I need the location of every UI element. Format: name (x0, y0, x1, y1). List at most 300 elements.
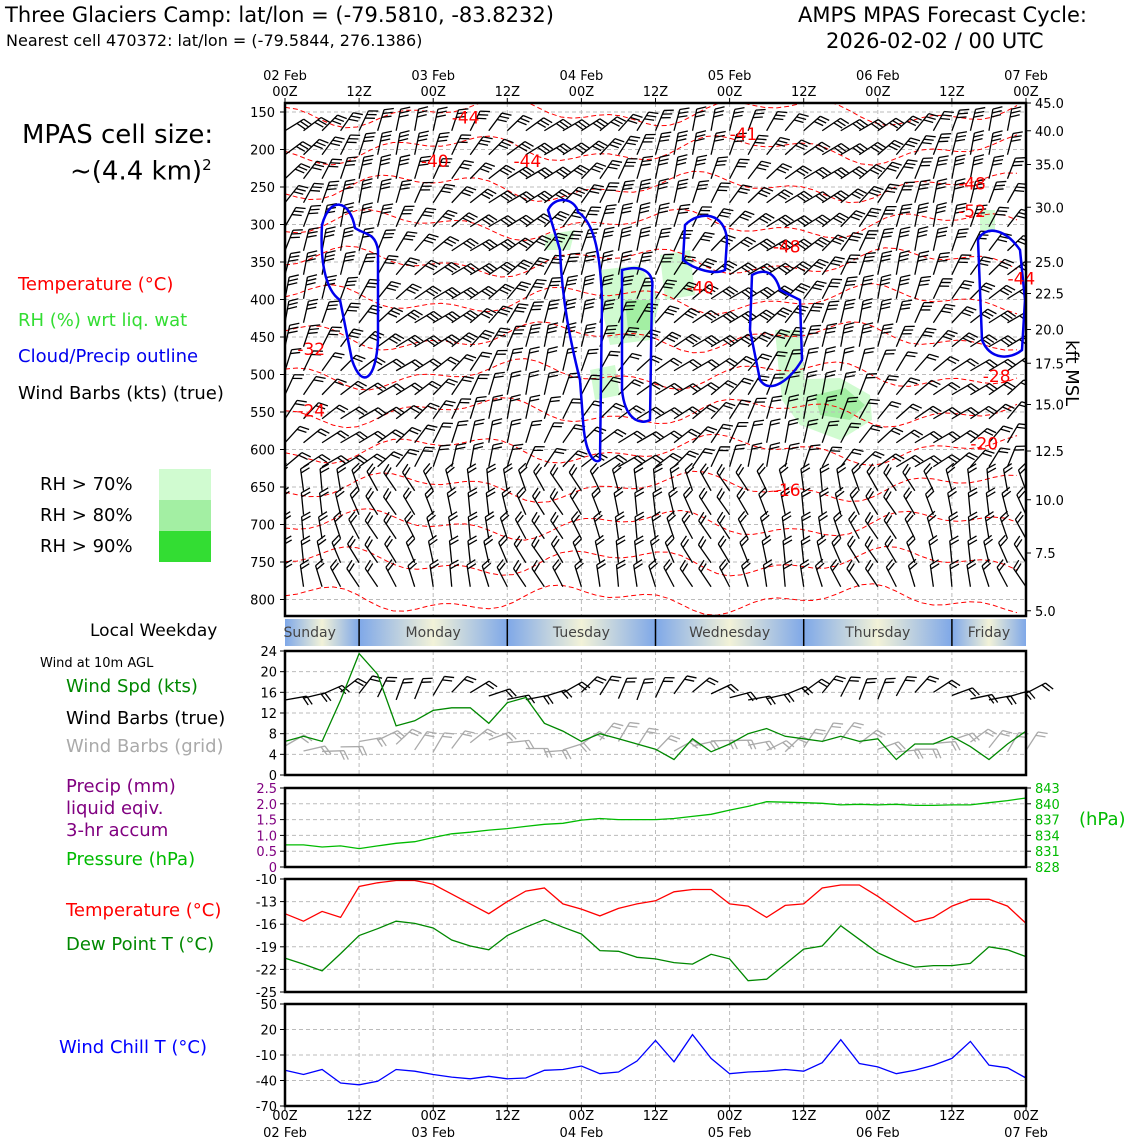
legend-precip: Precip (mm) (66, 776, 176, 797)
wind-barb (878, 347, 896, 374)
weekday-label: Local Weekday (90, 621, 218, 641)
wind-barb (1007, 399, 1030, 425)
wind-barb (581, 321, 596, 348)
wind-barb (816, 535, 831, 562)
wind-barb (878, 425, 903, 449)
cell-size-label: MPAS cell size: (22, 120, 214, 150)
wind-barb (674, 202, 690, 229)
wind-barb (485, 512, 498, 539)
x-tick-date: 06 Feb (855, 69, 900, 84)
wind-barb (804, 346, 819, 373)
wind-barb (656, 303, 680, 329)
temperature-label: -40 (686, 278, 715, 299)
x-tick-hour: 12Z (346, 85, 372, 100)
true-wind-barb (637, 676, 654, 704)
rh70-label: RH > 70% (40, 474, 133, 495)
wind-barb (322, 350, 344, 376)
pressure-tick-label: 837 (1035, 813, 1060, 829)
wind-barb (526, 276, 547, 303)
wind-barb (507, 323, 525, 350)
legend-precip-2: liquid eqiv. (66, 798, 164, 819)
wind-barb (785, 441, 799, 468)
x-tick-date: 04 Feb (559, 1126, 604, 1140)
wind-barb (989, 178, 1006, 206)
wind-barb (415, 105, 428, 132)
x-tick-hour: 12Z (642, 1109, 669, 1124)
wind-barb (1026, 236, 1052, 259)
wind-barb (301, 488, 312, 515)
wind-barb (285, 297, 298, 324)
wind-barb (748, 441, 762, 468)
true-wind-barb (581, 674, 606, 699)
legend-wind-barbs-grid: Wind Barbs (grid) (66, 736, 224, 757)
wind-barb (514, 512, 534, 539)
wind-barb (466, 560, 479, 587)
true-wind-barb (433, 673, 454, 700)
temperature-label: -40 (420, 151, 449, 172)
wind-barb (878, 203, 897, 230)
precip-tick-label: 1.0 (256, 829, 277, 845)
wind-tick-label: 16 (260, 686, 277, 702)
temperature-tick-label: -10 (255, 873, 277, 888)
pressure-tick-label: 350 (250, 256, 275, 271)
temperature-label: -24 (297, 401, 326, 422)
wind-barb (948, 512, 960, 539)
wind-barb (468, 488, 479, 515)
wind-barb (572, 535, 590, 562)
true-wind-barb (915, 673, 939, 698)
wind-barb (863, 536, 885, 562)
temperature-label: -48 (958, 174, 986, 195)
x-tick-hour: 12Z (494, 1109, 521, 1124)
wind-barb (952, 130, 967, 157)
wind-barb (662, 560, 682, 587)
true-wind-barb (656, 674, 675, 701)
grid-wind-barb (526, 749, 552, 758)
wind-barb (801, 488, 812, 515)
wind-barb (748, 158, 771, 184)
wind-barb (841, 345, 855, 372)
wind-barb (863, 512, 885, 539)
wind-barb (881, 488, 903, 514)
wind-barb (859, 297, 872, 324)
pressure-tick-label: 150 (250, 106, 275, 121)
wind-barb (693, 105, 707, 132)
x-tick-hour: 12Z (346, 1109, 372, 1124)
wind-barb (896, 298, 912, 325)
wind-barb (989, 230, 1012, 256)
wind-barb (878, 297, 892, 324)
wind-barb (591, 487, 609, 514)
wind-barb (407, 559, 423, 587)
wind-barb (1007, 130, 1022, 157)
wind-barb (896, 375, 920, 401)
wind-barb (285, 182, 308, 208)
wind-barb (763, 560, 776, 587)
legend-temperature-2: Temperature (°C) (66, 900, 222, 921)
pressure-tick-label: 750 (250, 556, 275, 571)
cycle-title: AMPS MPAS Forecast Cycle: (798, 3, 1087, 27)
wind-barb (329, 560, 349, 587)
wind-barb (359, 177, 372, 204)
wind-barb (489, 417, 502, 444)
x-tick-hour: 12Z (790, 1109, 817, 1124)
wind-barb (396, 446, 419, 472)
wind-barb (447, 487, 461, 514)
wind-barb (600, 225, 614, 252)
wind-barb (902, 488, 923, 515)
wind-barb (429, 560, 442, 587)
wind-barb (363, 512, 385, 539)
wind-barb (530, 560, 552, 587)
wind-barb (470, 134, 492, 160)
kft-tick-label: 20.0 (1035, 323, 1064, 339)
wind-barb (532, 464, 552, 491)
wind-barb (581, 273, 595, 300)
wind-barb (859, 273, 873, 300)
wind-barb (883, 536, 904, 563)
wind-barb (468, 536, 480, 563)
temperature-label: -44 (1007, 269, 1036, 290)
wind-barb (364, 488, 385, 515)
wind-barb (730, 419, 749, 446)
wind-barb (970, 307, 996, 330)
sounding-plot (278, 97, 1053, 617)
wind-barb (759, 511, 775, 538)
true-wind-barb (489, 688, 517, 705)
wind-barb (748, 351, 772, 377)
wind-barb (924, 487, 942, 515)
chart-title: Three Glaciers Camp: lat/lon = (-79.5810, -83.8232) (5, 3, 554, 27)
wind-barb (301, 512, 312, 539)
wind-barb (544, 345, 557, 372)
wind-barb (748, 211, 774, 234)
x-tick-hour: 00Z (272, 1109, 298, 1124)
wind-barb (1026, 419, 1044, 446)
rh80-label: RH > 80% (40, 505, 133, 526)
pressure-tick-label: 600 (250, 443, 275, 459)
grid-wind-barb (452, 728, 475, 754)
temperature-tick-label: -13 (255, 895, 277, 911)
wind-barb (581, 182, 603, 208)
weekday-name: Tuesday (552, 625, 610, 641)
x-tick-hour: 00Z (420, 1109, 446, 1124)
wind-barb (697, 560, 719, 587)
wind-barb (544, 419, 563, 446)
wind-barb (551, 560, 571, 587)
grid-wind-barb (822, 720, 843, 747)
wind-barb (1007, 310, 1034, 331)
wind-barb (304, 273, 317, 300)
temperature-tick-label: -25 (255, 986, 277, 1001)
true-wind-barb (618, 675, 636, 702)
wind-barb (716, 536, 737, 563)
wind-barb (415, 179, 434, 206)
wind10m-label: Wind at 10m AGL (40, 656, 154, 671)
legend-precip-3: 3-hr accum (66, 820, 169, 841)
wind-barb (526, 369, 539, 396)
wind-barb (526, 418, 542, 445)
legend-pressure: Pressure (hPa) (66, 849, 196, 870)
wind-barb (995, 560, 1015, 587)
grid-wind-barb (1026, 729, 1048, 756)
wind-barb (878, 226, 894, 253)
wind-barb (285, 250, 300, 277)
wind-barb (783, 536, 794, 563)
wind-barb (600, 157, 622, 184)
wind-barb (633, 560, 646, 587)
pressure-tick-label: 450 (250, 331, 275, 346)
temperature-label: -52 (958, 202, 986, 222)
wind-barb (415, 231, 439, 257)
wind-barb (396, 255, 420, 281)
x-tick-hour: 00Z (420, 85, 446, 100)
windchill-tick-label: -70 (255, 1100, 277, 1115)
wind-barb (1001, 487, 1016, 514)
kft-tick-label: 7.5 (1035, 547, 1056, 562)
wind-barb (678, 560, 700, 587)
wind-barb (378, 106, 394, 133)
hpa-axis-label: (hPa) (1079, 809, 1126, 830)
wind-barb (581, 297, 595, 324)
wind-barb (396, 153, 410, 180)
wind-barb (804, 300, 824, 327)
wind-barb (896, 179, 914, 206)
wind-barb (365, 464, 385, 491)
wind-barb (449, 536, 461, 563)
wind-barb (378, 129, 392, 156)
weekday-name: Thursday (845, 625, 911, 641)
wind-barb (285, 227, 303, 254)
wind-barb (907, 559, 923, 586)
x-tick-hour: 00Z (568, 1109, 595, 1124)
wind-barb (403, 511, 423, 538)
wind-barb (548, 512, 570, 539)
wind-barb (470, 441, 483, 468)
kft-tick-label: 30.0 (1035, 201, 1064, 217)
wind-barb (511, 560, 533, 587)
wind-barb (896, 349, 917, 376)
wind-barb (711, 105, 725, 132)
x-tick-date: 05 Feb (707, 69, 752, 84)
wind-barb (952, 226, 969, 254)
kft-tick-label: 35.0 (1035, 158, 1064, 174)
wind-barb (926, 511, 942, 538)
windchill-tick-label: 50 (260, 998, 277, 1013)
wind-barb (567, 464, 589, 491)
wind-barb (470, 187, 496, 210)
wind-barb (711, 232, 735, 257)
wind-barb (711, 179, 731, 206)
wind-barb (433, 105, 447, 132)
wind-barb (1012, 536, 1033, 563)
pressure-frame (285, 788, 1026, 867)
wind-barb (783, 560, 794, 587)
wind-barb (730, 156, 750, 183)
wind-barb (341, 326, 364, 352)
wind-barb (970, 280, 995, 305)
wind-barb (711, 129, 726, 156)
wind-barb (651, 512, 664, 539)
wind-barb (452, 373, 474, 400)
precip-tick-label: 0 (268, 861, 277, 876)
wind-barb (405, 535, 423, 562)
wind-barb (674, 129, 688, 156)
true-wind-barb (452, 674, 476, 699)
wind-barb (637, 177, 651, 204)
wind-barb (497, 535, 515, 562)
wind-barb (896, 225, 910, 252)
x-tick-hour: 00Z (272, 85, 298, 100)
wind-barb (981, 559, 998, 587)
wind-barb (316, 535, 330, 562)
x-tick-date: 03 Feb (411, 69, 456, 84)
true-wind-barb (415, 675, 433, 702)
wind-barb (822, 298, 839, 326)
wind-barb (664, 535, 683, 562)
wind-barb (915, 249, 929, 276)
wind-barb (322, 134, 345, 160)
temperature-label: -32 (297, 340, 326, 360)
wind-barb (933, 225, 947, 252)
temperature-tick-label: -22 (255, 963, 277, 979)
wind-barb (359, 107, 378, 134)
wind-barb (285, 371, 304, 398)
weekday-name: Sunday (283, 625, 336, 641)
pressure-tick-label: 250 (250, 181, 275, 196)
kft-tick-label: 22.5 (1035, 287, 1064, 303)
wind-barb (785, 302, 808, 328)
wind-barb (563, 395, 583, 422)
wind-barb (814, 559, 831, 587)
x-tick-date: 03 Feb (411, 1126, 456, 1140)
wind-barb (734, 464, 756, 491)
wind-barb (489, 110, 512, 136)
wind-barb (915, 351, 939, 376)
wind-barb (304, 180, 324, 207)
wind-barb (952, 251, 971, 278)
kft-tick-label: 17.5 (1035, 357, 1064, 373)
wind-barb (489, 441, 503, 468)
wind-barb (507, 113, 532, 138)
wind-barb (949, 536, 960, 563)
wind-barb (933, 275, 952, 302)
windchill-tick-label: 20 (260, 1023, 277, 1039)
kft-tick-label: 45.0 (1035, 97, 1064, 112)
wind-barb (905, 535, 923, 562)
wind-barb (915, 132, 936, 159)
wind-barb (841, 251, 860, 278)
wind-barb (674, 177, 688, 204)
pressure-tick-label: 550 (250, 406, 275, 421)
wind-barb (863, 560, 885, 587)
wind-barb (341, 250, 356, 277)
x-tick-hour: 00Z (865, 85, 891, 100)
wind-barb (1026, 374, 1049, 400)
wind-barb (396, 105, 410, 132)
wind-barb (1015, 487, 1034, 514)
wind-barb (767, 441, 780, 468)
temperature-label: -20 (970, 434, 999, 455)
wind-barb (378, 278, 401, 304)
wind-barb (679, 536, 700, 563)
wind-barb (915, 325, 937, 352)
wind-barb (396, 228, 417, 255)
temperature-label: -44 (451, 108, 480, 129)
wind-barb (322, 178, 339, 206)
pressure-tick-label: 834 (1035, 829, 1060, 845)
wind-barb (581, 249, 596, 276)
pressure-tick-label: 831 (1035, 845, 1060, 861)
wind-barb (693, 178, 710, 206)
wind-barb (656, 153, 670, 180)
wind-barb (470, 160, 495, 185)
wind-barb (349, 487, 368, 514)
legend-dewpoint: Dew Point T (°C) (66, 934, 215, 955)
precip-tick-label: 2.5 (256, 782, 277, 797)
grid-wind-barb (507, 740, 534, 752)
wind-barb (483, 535, 498, 562)
wind-barb (452, 184, 476, 209)
wind-barb (433, 442, 450, 470)
wind-barb (616, 560, 627, 587)
true-wind-barb (859, 675, 877, 703)
wind-barb (637, 131, 656, 158)
true-wind-barb (693, 675, 719, 699)
wind-barb (986, 488, 998, 515)
x-tick-date: 07 Feb (1004, 1126, 1048, 1140)
wind-barb (422, 463, 442, 490)
wind-barb (415, 258, 441, 282)
wind-barb (563, 206, 586, 232)
wind-barb (345, 560, 367, 587)
wind-barb (600, 401, 625, 426)
wind-barb (600, 202, 617, 230)
legend-wind: Wind Barbs (kts) (true) (18, 383, 224, 404)
wind-barb (424, 487, 442, 514)
wind-barb (804, 322, 821, 350)
wind-barb (915, 111, 938, 137)
wind-barb (322, 156, 342, 183)
kft-tick-label: 5.0 (1035, 604, 1056, 620)
pressure-tick-label: 800 (250, 593, 275, 609)
wind-barb (452, 441, 466, 468)
precip-tick-label: 2.0 (256, 797, 277, 813)
wind-barb (748, 395, 766, 422)
wind-barb (915, 299, 934, 326)
cloud-outline (322, 205, 378, 378)
wind-barb (507, 393, 520, 420)
kft-tick-label: 12.5 (1035, 445, 1064, 460)
wind-barb (526, 345, 540, 372)
wind-barb (363, 536, 385, 562)
wind-barb (989, 105, 1002, 132)
x-tick-date: 04 Feb (559, 69, 604, 84)
x-tick-date: 07 Feb (1004, 69, 1048, 84)
wind-barb (486, 488, 498, 515)
x-tick-hour: 12Z (642, 85, 669, 100)
wind-barb (950, 560, 961, 587)
x-tick-hour: 12Z (494, 85, 521, 100)
wind-barb (983, 535, 998, 562)
wind-barb (359, 250, 377, 278)
wind-barb (841, 297, 856, 324)
wind-barb (822, 276, 842, 303)
weekday-name: Monday (405, 625, 461, 641)
kft-tick-label: 10.0 (1035, 493, 1064, 509)
kft-tick-label: 15.0 (1035, 398, 1064, 414)
wind-barb (718, 560, 738, 587)
